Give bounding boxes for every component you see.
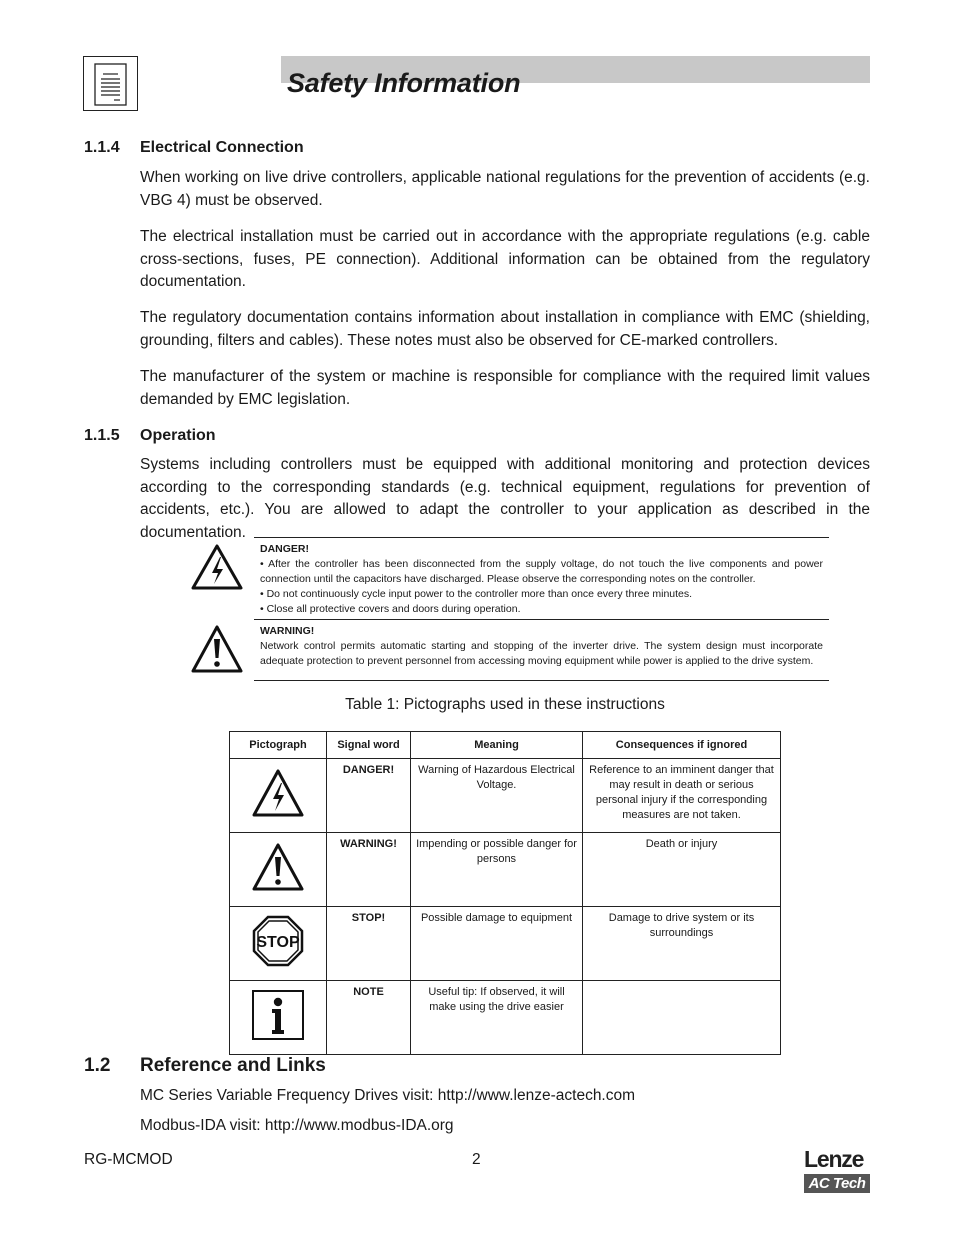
signal-word: NOTE bbox=[327, 981, 411, 1055]
exclamation-warning-icon bbox=[190, 624, 244, 679]
page-number: 2 bbox=[472, 1151, 481, 1168]
consequence-cell: Death or injury bbox=[583, 833, 781, 907]
stop-sign-icon bbox=[251, 914, 305, 968]
table-caption: Table 1: Pictographs used in these instructions bbox=[345, 696, 665, 713]
meaning-cell: Impending or possible danger for persons bbox=[411, 833, 583, 907]
notice-divider bbox=[254, 619, 829, 620]
meaning-cell: Warning of Hazardous Electrical Voltage. bbox=[411, 759, 583, 833]
signal-word: DANGER! bbox=[327, 759, 411, 833]
warning-heading: WARNING! bbox=[260, 625, 315, 637]
page-title: Safety Information bbox=[287, 68, 521, 98]
paragraph: Systems including controllers must be equipped with additional monitoring and protection devices according to the corresponding standards (e.g. technical equipment, regulations for prevention of accidents, etc.). You are allowed to adapt the controller to your application as described in the documentation. bbox=[140, 456, 870, 541]
pictograph-cell bbox=[230, 759, 327, 833]
danger-line: • After the controller has been disconnected from the supply voltage, do not touch the live components and power connection until the capacitors have discharged. Please observe the corresponding notes on the controller. bbox=[260, 558, 823, 585]
pictograph-cell bbox=[230, 833, 327, 907]
notice-divider bbox=[254, 680, 829, 681]
warning-notice bbox=[260, 624, 823, 669]
reference-link-modbus[interactable]: Modbus-IDA visit: http://www.modbus-IDA.org bbox=[140, 1117, 454, 1134]
table-row bbox=[230, 833, 781, 907]
lenze-logo: Lenze bbox=[804, 1146, 864, 1172]
column-header: Consequences if ignored bbox=[583, 732, 781, 759]
document-code: RG-MCMOD bbox=[84, 1151, 173, 1168]
consequence-cell: Damage to drive system or its surroundings bbox=[583, 907, 781, 981]
high-voltage-warning-icon bbox=[251, 768, 305, 818]
high-voltage-warning-icon bbox=[190, 543, 244, 596]
signal-word: WARNING! bbox=[327, 833, 411, 907]
stop-label: STOP bbox=[256, 934, 300, 951]
table-row bbox=[230, 907, 781, 981]
section-heading-electrical-connection: Electrical Connection bbox=[140, 139, 304, 156]
consequence-cell bbox=[583, 981, 781, 1055]
danger-line: • Close all protective covers and doors during operation. bbox=[260, 603, 521, 615]
meaning-cell: Useful tip: If observed, it will make using the drive easier bbox=[411, 981, 583, 1055]
danger-notice bbox=[260, 542, 823, 617]
paragraph: When working on live drive controllers, applicable national regulations for the prevention of accidents (e.g. VBG 4) must be observed. bbox=[140, 169, 870, 209]
meaning-cell: Possible damage to equipment bbox=[411, 907, 583, 981]
paragraph: The manufacturer of the system or machine is responsible for compliance with the required limit values demanded by EMC legislation. bbox=[140, 368, 870, 408]
paragraph: The electrical installation must be carried out in accordance with the appropriate regulations (e.g. cable cross-sections, fuses, PE connection). Additional information can be obtained from the regulatory documentation. bbox=[140, 228, 870, 290]
column-header: Meaning bbox=[411, 732, 583, 759]
reference-link-mc-series[interactable]: MC Series Variable Frequency Drives visit: http://www.lenze-actech.com bbox=[140, 1087, 636, 1104]
notice-divider bbox=[254, 537, 829, 538]
paragraph: The regulatory documentation contains information about installation in compliance with EMC (shielding, grounding, filters and cables). These notes must also be observed for CE-marked controllers. bbox=[140, 309, 870, 349]
section-number-1-1-4: 1.1.4 bbox=[84, 139, 120, 156]
danger-heading: DANGER! bbox=[260, 543, 309, 555]
column-header: Signal word bbox=[327, 732, 411, 759]
pictograph-cell bbox=[230, 907, 327, 981]
section-heading-reference-and-links: Reference and Links bbox=[140, 1055, 326, 1076]
danger-line: • Do not continuously cycle input power to the controller more than once every three minutes. bbox=[260, 588, 693, 600]
table-header-row bbox=[230, 732, 781, 759]
warning-text: Network control permits automatic starting and stopping of the inverter drive. The system design must incorporate adequate protection to prevent personnel from accessing moving equipment while power is applied to the drive system. bbox=[260, 640, 823, 667]
exclamation-warning-icon bbox=[251, 842, 305, 892]
section-number-1-2: 1.2 bbox=[84, 1055, 111, 1076]
document-icon bbox=[83, 56, 138, 111]
consequence-cell: Reference to an imminent danger that may result in death or serious personal injury if the corresponding measures are not taken. bbox=[583, 759, 781, 833]
pictograph-cell bbox=[230, 981, 327, 1055]
signal-word: STOP! bbox=[327, 907, 411, 981]
column-header: Pictograph bbox=[230, 732, 327, 759]
pictograph-table bbox=[229, 731, 781, 1055]
section-number-1-1-5: 1.1.5 bbox=[84, 427, 120, 444]
table-row bbox=[230, 759, 781, 833]
section-heading-operation: Operation bbox=[140, 427, 216, 444]
actech-logo: AC Tech bbox=[804, 1174, 870, 1193]
info-icon bbox=[250, 988, 306, 1042]
table-row bbox=[230, 981, 781, 1055]
